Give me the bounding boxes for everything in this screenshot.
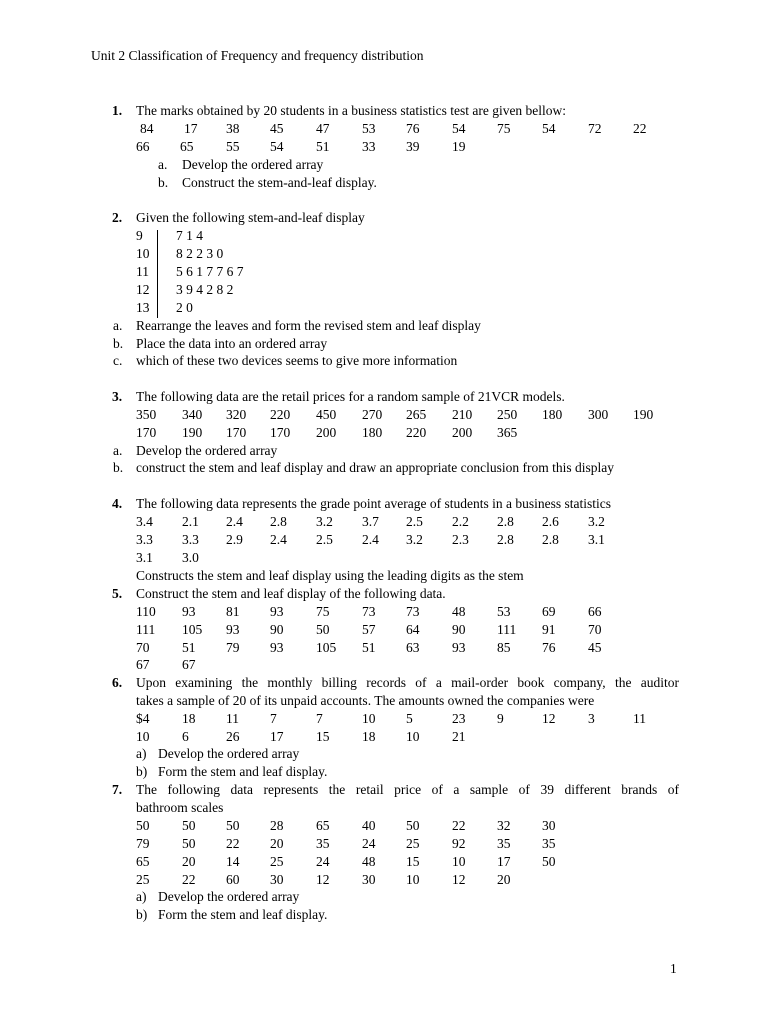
data-value: 66	[136, 139, 150, 154]
question-text: The following data are the retail prices for a random sample of 21VCR models.	[136, 389, 565, 404]
question-number: 3.	[112, 389, 123, 404]
leaves: 5 6 1 7 7 6 7	[176, 264, 244, 279]
data-value: 63	[406, 640, 420, 655]
data-value: 10	[362, 711, 376, 726]
question-number: 5.	[112, 586, 123, 601]
data-value: 18	[362, 729, 376, 744]
data-value: 2.9	[226, 532, 243, 547]
data-value: 79	[226, 640, 240, 655]
question-text: bathroom scales	[136, 800, 224, 815]
data-value: 12	[452, 872, 466, 887]
data-value: 170	[136, 425, 157, 440]
page-header: Unit 2 Classification of Frequency and frequency distribution	[91, 48, 424, 63]
data-value: 50	[316, 622, 330, 637]
data-value: 22	[633, 121, 647, 136]
data-value: 2.4	[362, 532, 379, 547]
data-value: 39	[406, 139, 420, 154]
data-value: 90	[270, 622, 284, 637]
leaves: 2 0	[176, 300, 193, 315]
data-value: $4	[136, 711, 150, 726]
data-value: 54	[452, 121, 466, 136]
data-value: 110	[136, 604, 156, 619]
data-value: 48	[362, 854, 376, 869]
data-value: 2.2	[452, 514, 469, 529]
data-value: 65	[316, 818, 330, 833]
data-value: 53	[497, 604, 511, 619]
data-value: 170	[270, 425, 291, 440]
data-value: 54	[542, 121, 556, 136]
data-value: 220	[406, 425, 427, 440]
data-value: 10	[452, 854, 466, 869]
data-value: 45	[588, 640, 602, 655]
data-value: 93	[226, 622, 240, 637]
data-value: 75	[497, 121, 511, 136]
data-value: 2.5	[406, 514, 423, 529]
data-value: 72	[588, 121, 602, 136]
data-value: 22	[226, 836, 240, 851]
item-text: Develop the ordered array	[158, 889, 300, 904]
data-value: 33	[362, 139, 376, 154]
data-value: 32	[497, 818, 511, 833]
data-value: 51	[182, 640, 196, 655]
data-value: 20	[182, 854, 196, 869]
data-value: 220	[270, 407, 291, 422]
data-value: 40	[362, 818, 376, 833]
item-text: construct the stem and leaf display and draw an appropriate conclusion from this display	[136, 460, 614, 475]
data-value: 7	[316, 711, 323, 726]
data-value: 54	[270, 139, 284, 154]
data-value: 19	[452, 139, 466, 154]
data-value: 2.5	[316, 532, 333, 547]
data-value: 320	[226, 407, 247, 422]
leaves: 7 1 4	[176, 228, 203, 243]
data-value: 67	[136, 657, 150, 672]
question-text: The following data represents the grade point average of students in a business statistics	[136, 496, 611, 511]
stem: 10	[136, 246, 150, 261]
data-value: 3.2	[406, 532, 423, 547]
data-value: 23	[452, 711, 466, 726]
stem-divider	[157, 230, 158, 318]
stem: 11	[136, 264, 149, 279]
data-value: 35	[497, 836, 511, 851]
data-value: 51	[316, 139, 330, 154]
item-text: Develop the ordered array	[182, 157, 324, 172]
question-number: 7.	[112, 782, 123, 797]
stem: 9	[136, 228, 143, 243]
data-value: 18	[182, 711, 196, 726]
data-value: 2.8	[270, 514, 287, 529]
question-number: 2.	[112, 210, 123, 225]
data-value: 24	[362, 836, 376, 851]
data-value: 270	[362, 407, 383, 422]
data-value: 2.8	[497, 532, 514, 547]
item-marker: b.	[113, 460, 124, 475]
data-value: 24	[316, 854, 330, 869]
data-value: 93	[452, 640, 466, 655]
item-marker: a.	[113, 318, 123, 333]
item-text: Form the stem and leaf display.	[158, 907, 328, 922]
data-value: 2.4	[226, 514, 243, 529]
data-value: 200	[452, 425, 473, 440]
data-value: 50	[136, 818, 150, 833]
data-value: 2.6	[542, 514, 559, 529]
data-value: 3.2	[316, 514, 333, 529]
data-value: 210	[452, 407, 473, 422]
question-text: Upon examining the monthly billing records of a mail-order book company, the auditor	[136, 675, 679, 690]
item-text: Rearrange the leaves and form the revised stem and leaf display	[136, 318, 481, 333]
data-value: 47	[316, 121, 330, 136]
data-value: 50	[226, 818, 240, 833]
data-value: 190	[182, 425, 203, 440]
item-marker: a)	[136, 746, 147, 761]
question-text: The marks obtained by 20 students in a business statistics test are given bellow:	[136, 103, 567, 118]
data-value: 2.8	[497, 514, 514, 529]
data-value: 50	[182, 836, 196, 851]
data-value: 350	[136, 407, 157, 422]
item-text: Place the data into an ordered array	[136, 336, 328, 351]
data-value: 14	[226, 854, 240, 869]
item-marker: b)	[136, 907, 148, 922]
data-value: 85	[497, 640, 511, 655]
question-number: 1.	[112, 103, 123, 118]
item-marker: a.	[113, 443, 123, 458]
item-text: which of these two devices seems to give more information	[136, 353, 458, 368]
data-value: 57	[362, 622, 376, 637]
data-value: 111	[136, 622, 156, 637]
data-value: 93	[182, 604, 196, 619]
data-value: 190	[633, 407, 654, 422]
data-value: 67	[182, 657, 196, 672]
data-value: 84	[140, 121, 154, 136]
data-value: 50	[542, 854, 556, 869]
page-number: 1	[670, 961, 677, 976]
item-text: Construct the stem-and-leaf display.	[182, 175, 377, 190]
data-value: 200	[316, 425, 337, 440]
data-value: 300	[588, 407, 609, 422]
item-marker: b.	[113, 336, 124, 351]
data-value: 30	[362, 872, 376, 887]
data-value: 92	[452, 836, 466, 851]
data-value: 2.4	[270, 532, 287, 547]
data-value: 73	[362, 604, 376, 619]
data-value: 35	[542, 836, 556, 851]
data-value: 73	[406, 604, 420, 619]
data-value: 11	[226, 711, 239, 726]
data-value: 66	[588, 604, 602, 619]
data-value: 6	[182, 729, 189, 744]
data-value: 15	[406, 854, 420, 869]
data-value: 5	[406, 711, 413, 726]
data-value: 3.7	[362, 514, 379, 529]
stem: 13	[136, 300, 150, 315]
data-value: 250	[497, 407, 518, 422]
data-value: 105	[182, 622, 203, 637]
data-value: 340	[182, 407, 203, 422]
data-value: 3.1	[136, 550, 153, 565]
item-marker: b.	[158, 175, 169, 190]
data-value: 15	[316, 729, 330, 744]
data-value: 450	[316, 407, 337, 422]
data-value: 93	[270, 604, 284, 619]
leaves: 8 2 2 3 0	[176, 246, 224, 261]
data-value: 91	[542, 622, 556, 637]
item-text: Develop the ordered array	[136, 443, 278, 458]
stem: 12	[136, 282, 150, 297]
data-value: 180	[362, 425, 383, 440]
question-text: Construct the stem and leaf display of the following data.	[136, 586, 446, 601]
data-value: 3.1	[588, 532, 605, 547]
question-number: 6.	[112, 675, 123, 690]
data-value: 65	[136, 854, 150, 869]
data-value: 20	[270, 836, 284, 851]
data-value: 26	[226, 729, 240, 744]
data-value: 20	[497, 872, 511, 887]
leaves: 3 9 4 2 8 2	[176, 282, 234, 297]
data-value: 12	[542, 711, 556, 726]
data-value: 265	[406, 407, 427, 422]
data-value: 3.4	[136, 514, 153, 529]
item-marker: c.	[113, 353, 123, 368]
data-value: 93	[270, 640, 284, 655]
data-value: 3.3	[136, 532, 153, 547]
data-value: 10	[406, 872, 420, 887]
data-value: 2.1	[182, 514, 199, 529]
question-text: Given the following stem-and-leaf display	[136, 210, 365, 225]
data-value: 38	[226, 121, 240, 136]
data-value: 3.2	[588, 514, 605, 529]
data-value: 28	[270, 818, 284, 833]
data-value: 76	[542, 640, 556, 655]
data-value: 30	[542, 818, 556, 833]
data-value: 2.8	[542, 532, 559, 547]
data-value: 48	[452, 604, 466, 619]
data-value: 22	[182, 872, 196, 887]
data-value: 65	[180, 139, 194, 154]
item-marker: a)	[136, 889, 147, 904]
data-value: 17	[184, 121, 198, 136]
data-value: 9	[497, 711, 504, 726]
data-value: 70	[136, 640, 150, 655]
data-value: 25	[270, 854, 284, 869]
data-value: 25	[136, 872, 150, 887]
data-value: 64	[406, 622, 420, 637]
data-value: 17	[497, 854, 511, 869]
item-text: Form the stem and leaf display.	[158, 764, 328, 779]
data-value: 25	[406, 836, 420, 851]
item-marker: a.	[158, 157, 168, 172]
data-value: 50	[182, 818, 196, 833]
data-value: 50	[406, 818, 420, 833]
data-value: 35	[316, 836, 330, 851]
data-value: 45	[270, 121, 284, 136]
data-value: 30	[270, 872, 284, 887]
data-value: 3	[588, 711, 595, 726]
data-value: 21	[452, 729, 466, 744]
data-value: 51	[362, 640, 376, 655]
data-value: 3.3	[182, 532, 199, 547]
data-value: 3.0	[182, 550, 199, 565]
data-value: 22	[452, 818, 466, 833]
data-value: 70	[588, 622, 602, 637]
data-value: 10	[406, 729, 420, 744]
data-value: 10	[136, 729, 150, 744]
data-value: 53	[362, 121, 376, 136]
data-value: 17	[270, 729, 284, 744]
item-text: Develop the ordered array	[158, 746, 300, 761]
data-value: 79	[136, 836, 150, 851]
data-value: 170	[226, 425, 247, 440]
data-value: 11	[633, 711, 646, 726]
data-value: 69	[542, 604, 556, 619]
data-value: 76	[406, 121, 420, 136]
data-value: 365	[497, 425, 518, 440]
data-value: 12	[316, 872, 330, 887]
data-value: 7	[270, 711, 277, 726]
data-value: 180	[542, 407, 563, 422]
data-value: 55	[226, 139, 240, 154]
data-value: 2.3	[452, 532, 469, 547]
data-value: 81	[226, 604, 240, 619]
data-value: 75	[316, 604, 330, 619]
question-number: 4.	[112, 496, 123, 511]
data-value: 111	[497, 622, 517, 637]
item-marker: b)	[136, 764, 148, 779]
question-text: takes a sample of 20 of its unpaid accounts. The amounts owned the companies were	[136, 693, 595, 708]
question-instruction: Constructs the stem and leaf display using the leading digits as the stem	[136, 568, 524, 583]
data-value: 105	[316, 640, 337, 655]
data-value: 90	[452, 622, 466, 637]
data-value: 60	[226, 872, 240, 887]
question-text: The following data represents the retail price of a sample of 39 different brands of	[136, 782, 679, 797]
